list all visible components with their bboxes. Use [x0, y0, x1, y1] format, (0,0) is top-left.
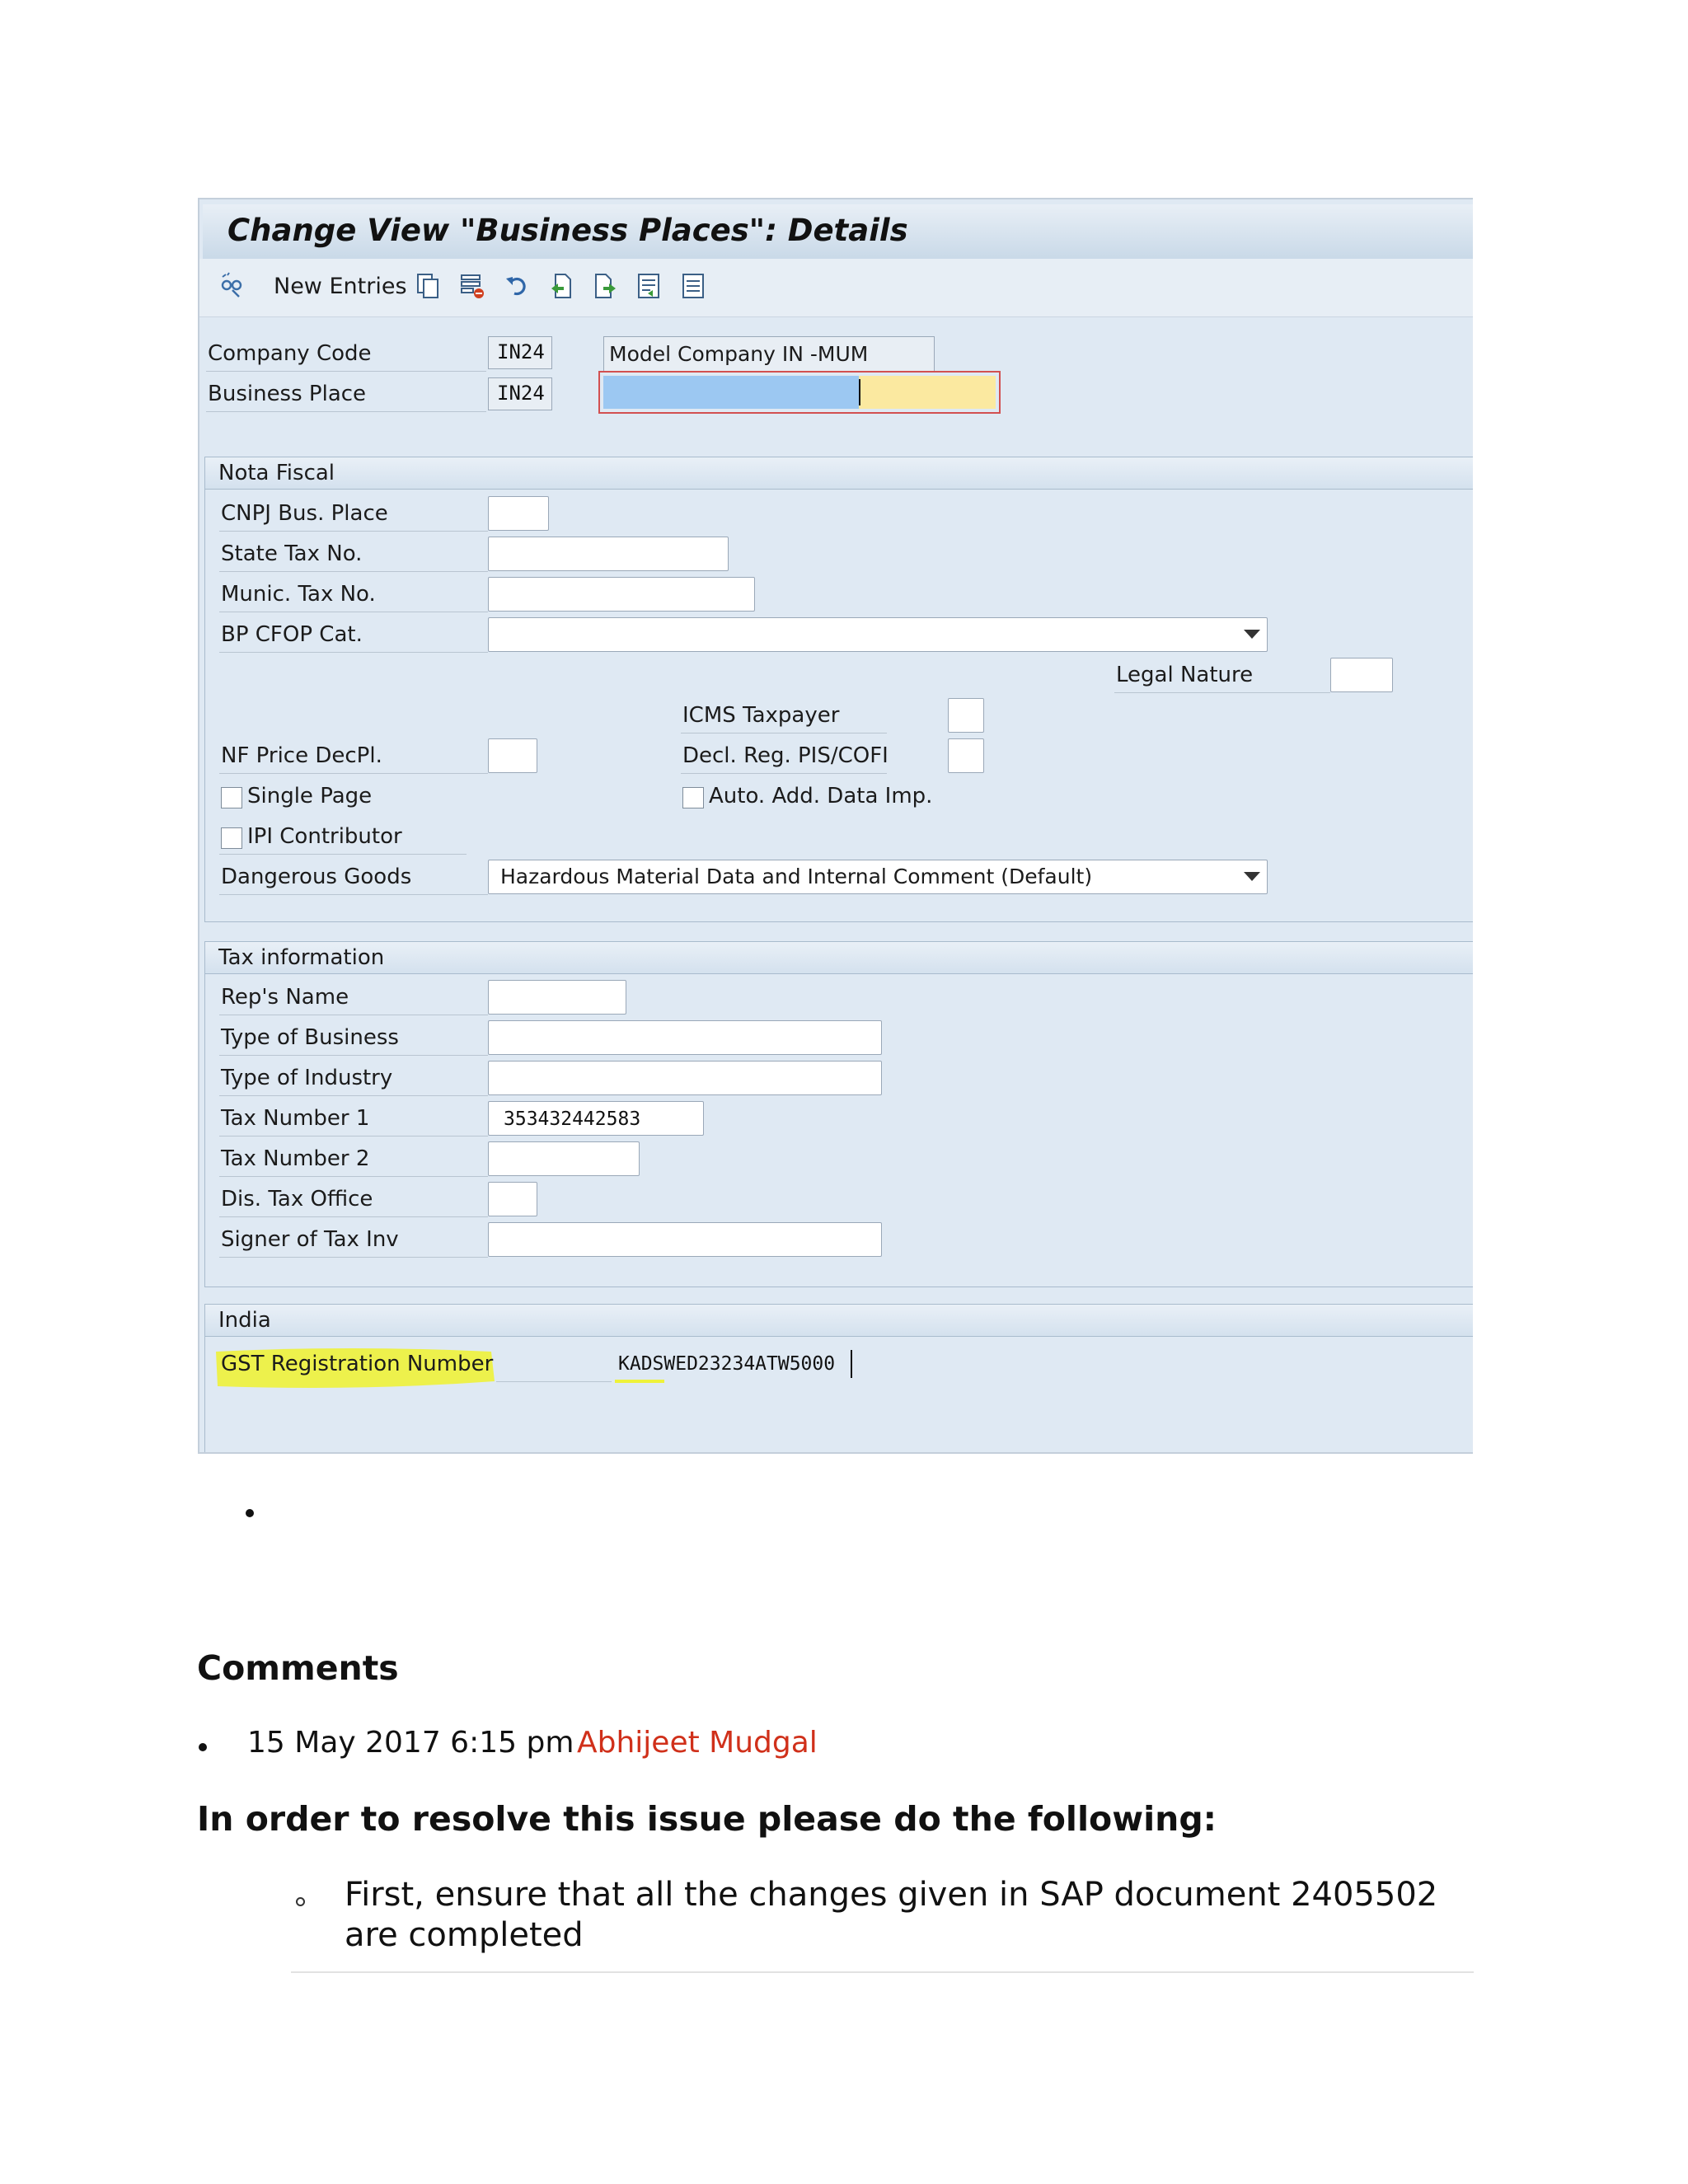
- business-place-field[interactable]: IN24: [488, 377, 552, 410]
- empty-bullet: [246, 1509, 254, 1517]
- new-entries-icon[interactable]: [219, 272, 244, 300]
- nf-price-input[interactable]: [488, 738, 537, 773]
- bp-cfop-select[interactable]: [488, 617, 1268, 652]
- type-industry-input[interactable]: [488, 1061, 882, 1095]
- comment-author-link[interactable]: Abhijeet Mudgal: [577, 1726, 818, 1760]
- text-cursor: [859, 379, 860, 405]
- select-icon[interactable]: [636, 272, 661, 300]
- type-business-input[interactable]: [488, 1020, 882, 1055]
- next-entry-icon[interactable]: [593, 272, 618, 300]
- ipi-contributor-label: IPI Contributor: [247, 824, 402, 849]
- active-field-area: [859, 376, 996, 409]
- bp-cfop-label: BP CFOP Cat.: [221, 622, 363, 647]
- auto-add-checkbox[interactable]: [682, 787, 704, 808]
- gst-registration-label: GST Registration Number: [221, 1352, 494, 1376]
- comments-heading: Comments: [197, 1648, 399, 1688]
- company-code-label: Company Code: [208, 341, 372, 366]
- reps-name-label: Rep's Name: [221, 985, 349, 1010]
- delete-icon[interactable]: [460, 272, 485, 300]
- type-business-label: Type of Business: [221, 1025, 399, 1050]
- text-selection: [603, 376, 859, 409]
- dangerous-goods-label: Dangerous Goods: [221, 865, 412, 889]
- state-tax-label: State Tax No.: [221, 541, 363, 566]
- india-header: India: [205, 1305, 1473, 1337]
- highlighter-underline: [615, 1380, 664, 1383]
- text-cursor: [851, 1350, 852, 1378]
- tax-information-header: Tax information: [205, 942, 1473, 974]
- icms-input[interactable]: [948, 698, 984, 733]
- nota-fiscal-header: Nota Fiscal: [205, 457, 1473, 490]
- auto-add-label: Auto. Add. Data Imp.: [709, 784, 933, 808]
- signer-input[interactable]: [488, 1222, 882, 1257]
- undo-icon[interactable]: [504, 272, 529, 300]
- step-1-line-1: First, ensure that all the changes given in SAP document 2405502: [345, 1876, 1438, 1914]
- business-place-label: Business Place: [208, 382, 367, 406]
- step-bullet: [296, 1897, 305, 1906]
- icms-label: ICMS Taxpayer: [682, 703, 840, 728]
- tax-number-2-input[interactable]: [488, 1141, 640, 1176]
- sap-window: [198, 198, 1473, 1454]
- legal-nature-label: Legal Nature: [1116, 663, 1254, 687]
- single-page-label: Single Page: [247, 784, 373, 808]
- type-industry-label: Type of Industry: [221, 1066, 393, 1090]
- chevron-down-icon[interactable]: [1244, 630, 1260, 639]
- divider: [291, 1971, 1474, 1973]
- gst-registration-input[interactable]: KADSWED23234ATW5000: [612, 1347, 859, 1381]
- copy-icon[interactable]: [415, 272, 440, 300]
- decl-reg-label: Decl. Reg. PIS/COFI: [682, 743, 889, 768]
- nf-price-label: NF Price DecPl.: [221, 743, 382, 768]
- cnpj-label: CNPJ Bus. Place: [221, 501, 388, 526]
- munic-tax-input[interactable]: [488, 577, 755, 612]
- toolbar: [199, 259, 1473, 317]
- cnpj-input[interactable]: [488, 496, 549, 531]
- previous-entry-icon[interactable]: [549, 272, 574, 300]
- ipi-contributor-checkbox[interactable]: [221, 827, 242, 849]
- signer-label: Signer of Tax Inv: [221, 1227, 399, 1252]
- step-1-line-2: are completed: [345, 1916, 584, 1954]
- nota-fiscal-group: [204, 457, 1473, 922]
- dis-tax-office-label: Dis. Tax Office: [221, 1187, 373, 1212]
- tax-number-1-label: Tax Number 1: [221, 1106, 370, 1131]
- comment-date: 15 May 2017 6:15 pm: [247, 1726, 574, 1760]
- decl-reg-input[interactable]: [948, 738, 984, 773]
- more-icon[interactable]: [681, 272, 706, 300]
- window-title-bar: [203, 204, 1473, 259]
- reps-name-input[interactable]: [488, 980, 626, 1015]
- dis-tax-office-input[interactable]: [488, 1182, 537, 1216]
- chevron-down-icon[interactable]: [1244, 872, 1260, 881]
- munic-tax-label: Munic. Tax No.: [221, 582, 376, 607]
- new-entries-button[interactable]: New Entries: [274, 274, 407, 299]
- comment-bullet: [199, 1743, 207, 1751]
- legal-nature-input[interactable]: [1330, 658, 1393, 692]
- window-title: Change View "Business Places": Details: [227, 213, 908, 248]
- tax-number-1-input[interactable]: 353432442583: [488, 1101, 704, 1136]
- state-tax-input[interactable]: [488, 537, 729, 571]
- dangerous-goods-select[interactable]: Hazardous Material Data and Internal Comment (Default): [488, 860, 1268, 894]
- tax-number-2-label: Tax Number 2: [221, 1146, 370, 1171]
- single-page-checkbox[interactable]: [221, 787, 242, 808]
- resolve-heading: In order to resolve this issue please do the following:: [197, 1799, 1217, 1839]
- business-place-name-input[interactable]: [598, 371, 1001, 414]
- company-name-field: Model Company IN -MUM: [603, 336, 935, 373]
- company-code-field[interactable]: IN24: [488, 336, 552, 369]
